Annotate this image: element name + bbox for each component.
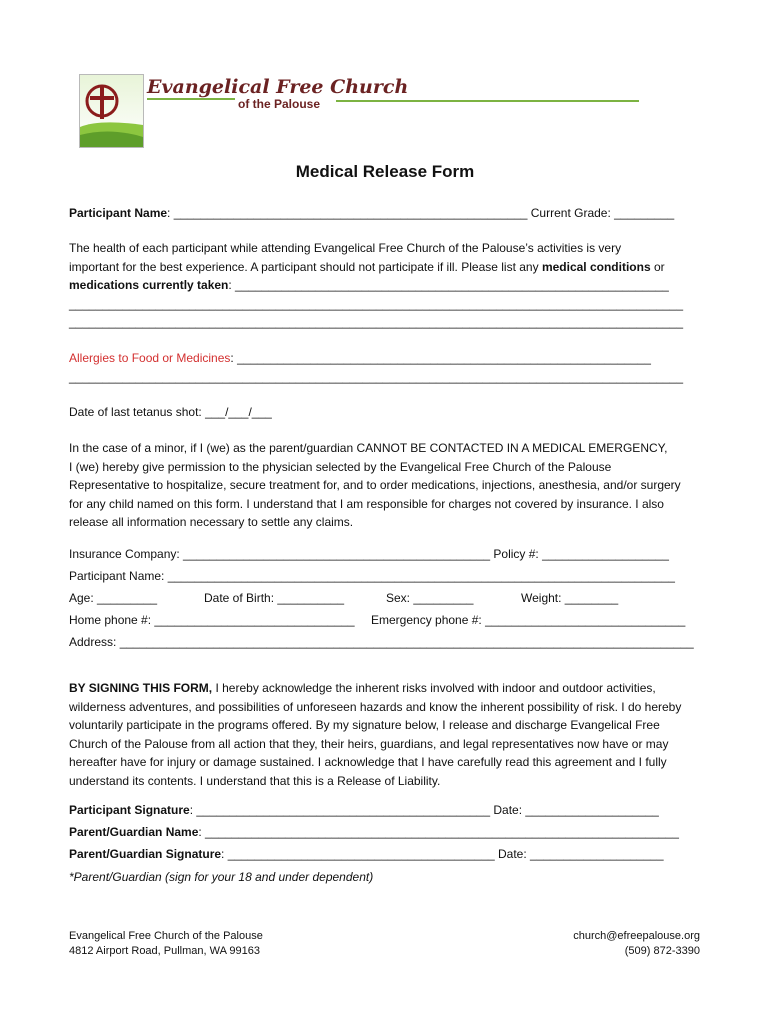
waiver-line-1 [69, 679, 701, 698]
guardian-name-line [69, 825, 679, 839]
weight-field: Weight: ________ [521, 591, 619, 605]
date-of-birth-field: Date of Birth: __________ [204, 591, 345, 605]
sex-field: Sex: _________ [386, 591, 474, 605]
health-line-2-text: important for the best experience. A participant should not participate if ill. Please list any [69, 259, 542, 274]
allergies-blank-2: ____________________________________________________________________________________________ [69, 369, 683, 384]
allergies-section [69, 349, 701, 386]
guardian-name-blank: : _______________________________________________________________________ [198, 825, 679, 839]
church-logo [79, 74, 144, 148]
age-field: Age: _________ [69, 591, 158, 605]
logo-church-subtitle: of the Palouse [238, 97, 321, 111]
form-title: Medical Release Form [295, 162, 475, 181]
health-line-1: The health of each participant while attending Evangelical Free Church of the Palouse’s activities is very [69, 241, 622, 255]
footer-phone: (509) 872-3390 [624, 945, 700, 957]
health-paragraph [69, 239, 701, 332]
logo-church-name: Evangelical Free Church [147, 76, 409, 98]
waiver-line-2: wilderness adventures, and possibilities of unforeseen hazards and know the inherent possibility of risk. I do hereby [69, 699, 682, 714]
insurance-policy-field: Insurance Company: ______________________________________________ Policy #: ___________________ [69, 547, 669, 561]
footer-org-name: Evangelical Free Church of the Palouse [69, 930, 263, 942]
participant-name-grade-blanks: : _____________________________________________________ Current Grade: _________ [167, 206, 675, 220]
consent-line-4: for any child named on this form. I understand that I am responsible for charges not covered by insurance. I also [69, 496, 664, 511]
consent-line-5: release all information necessary to settle any claims. [69, 515, 354, 529]
allergies-line [69, 349, 701, 368]
participant-name-field: Participant Name: ____________________________________________________________________________ [69, 569, 675, 583]
waiver-line-6: understand its contents. I understand that this is a Release of Liability. [69, 773, 441, 788]
consent-line-2: I (we) hereby give permission to the physician selected by the Evangelical Free Church of the Palouse [69, 459, 612, 474]
guardian-signature-label: Parent/Guardian Signature [69, 847, 222, 861]
footer-email: church@efreepalouse.org [573, 930, 700, 942]
guardian-note: *Parent/Guardian (sign for your 18 and under dependent) [69, 870, 374, 884]
medical-conditions-label: medical conditions [541, 259, 651, 274]
health-line-3 [69, 276, 701, 295]
health-blank-2: ____________________________________________________________________________________________ [69, 315, 683, 329]
consent-line-3: Representative to hospitalize, secure treatment for, and to order medications, injections, anesthesia, and/or surgery [69, 478, 681, 492]
medications-label: medications currently taken [69, 278, 229, 292]
consent-line-1: In the case of a minor, if I (we) as the parent/guardian CANNOT BE CONTACTED IN A MEDICAL EMERGENCY, [69, 441, 668, 455]
health-line-2-end: or [650, 259, 665, 274]
participant-name-grade-line [69, 206, 674, 220]
footer-right [573, 929, 700, 959]
waiver-line-5: hereafter have for injury or damage sustained. I acknowledge that I have carefully read this agreement and I fully [69, 755, 667, 769]
participant-signature-line [69, 803, 659, 817]
health-line-2 [69, 258, 701, 277]
consent-paragraph [69, 439, 701, 532]
footer-left [69, 929, 263, 959]
logo-divider-right [336, 100, 639, 102]
address-field: Address: ______________________________________________________________________________________ [69, 635, 694, 649]
waiver-paragraph [69, 679, 701, 790]
footer-address: 4812 Airport Road, Pullman, WA 99163 [69, 945, 260, 957]
waiver-line-1-text: I hereby acknowledge the inherent risks involved with indoor and outdoor activities, [212, 681, 656, 695]
allergies-label: Allergies to Food or Medicines [69, 351, 231, 365]
logo-divider-left [147, 98, 235, 100]
waiver-line-3: voluntarily participate in the programs offered. By my signature below, I release and discharge Evangelical Free [69, 718, 660, 732]
waiver-line-4: Church of the Palouse from all action that they, their heirs, guardians, and legal representatives now have or may [69, 736, 669, 751]
participant-signature-label: Participant Signature [69, 803, 190, 817]
cross-emblem-icon [80, 75, 143, 147]
guardian-name-label: Parent/Guardian Name [69, 825, 199, 839]
participant-signature-blank: : ____________________________________________ Date: ____________________ [189, 803, 659, 817]
home-phone-field: Home phone #: ______________________________ [69, 613, 355, 627]
participant-name-label: Participant Name [69, 206, 168, 220]
guardian-signature-blank: : ________________________________________ Date: ____________________ [221, 847, 664, 861]
guardian-signature-line [69, 847, 664, 861]
tetanus-date-field: Date of last tetanus shot: ___/___/___ [69, 405, 272, 419]
emergency-phone-field: Emergency phone #: ______________________________ [371, 613, 686, 627]
medications-blank: : _________________________________________________________________ [228, 278, 669, 292]
allergies-blank: : ______________________________________________________________ [230, 351, 651, 365]
health-blank-1: ____________________________________________________________________________________________ [69, 296, 683, 311]
waiver-lead: BY SIGNING THIS FORM, [69, 681, 213, 695]
